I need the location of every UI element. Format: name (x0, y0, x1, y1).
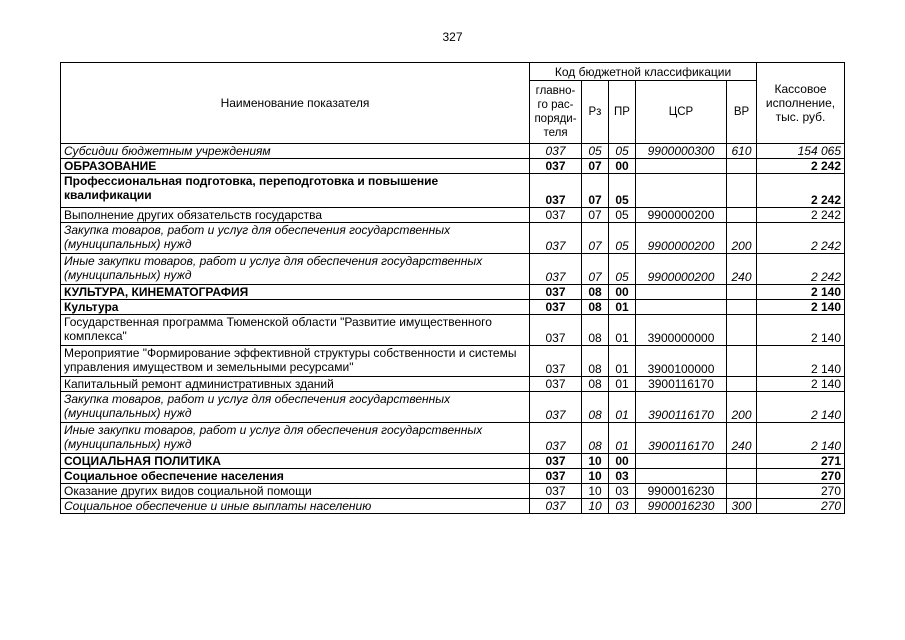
row-amount: 2 140 (757, 377, 845, 392)
row-name: Социальное обеспечение населения (61, 469, 530, 484)
row-csr: 9900000200 (636, 223, 727, 254)
row-name: СОЦИАЛЬНАЯ ПОЛИТИКА (61, 454, 530, 469)
row-pr: 01 (609, 423, 636, 454)
row-vr (727, 484, 757, 499)
row-admin: 037 (530, 392, 582, 423)
table-row (61, 315, 845, 346)
table-row (61, 285, 845, 300)
row-csr (636, 300, 727, 315)
row-vr: 610 (727, 144, 757, 159)
row-rz: 08 (582, 377, 609, 392)
table-row (61, 174, 845, 208)
table-row (61, 208, 845, 223)
row-name: Профессиональная подготовка, переподготовка и повышение квалификации (61, 174, 530, 208)
row-admin: 037 (530, 208, 582, 223)
row-csr (636, 174, 727, 208)
table-row (61, 223, 845, 254)
row-pr: 05 (609, 223, 636, 254)
table-row (61, 300, 845, 315)
row-rz: 08 (582, 392, 609, 423)
row-amount: 154 065 (757, 144, 845, 159)
row-rz: 08 (582, 346, 609, 377)
table-row (61, 254, 845, 285)
row-rz: 10 (582, 469, 609, 484)
budget-table (60, 62, 845, 514)
row-rz: 10 (582, 454, 609, 469)
table-row (61, 469, 845, 484)
row-csr (636, 454, 727, 469)
row-csr: 9900000300 (636, 144, 727, 159)
row-csr: 3900116170 (636, 423, 727, 454)
row-vr: 240 (727, 423, 757, 454)
table-row (61, 346, 845, 377)
row-csr: 3900100000 (636, 346, 727, 377)
table-row (61, 499, 845, 514)
row-name: Капитальный ремонт административных зданий (61, 377, 530, 392)
row-name: Субсидии бюджетным учреждениям (61, 144, 530, 159)
row-admin: 037 (530, 223, 582, 254)
row-csr: 3900000000 (636, 315, 727, 346)
row-amount: 270 (757, 469, 845, 484)
row-amount: 270 (757, 499, 845, 514)
table-row (61, 377, 845, 392)
page-number: 327 (442, 30, 463, 44)
row-amount: 2 242 (757, 254, 845, 285)
row-amount: 2 242 (757, 208, 845, 223)
row-csr: 3900116170 (636, 392, 727, 423)
row-amount: 2 140 (757, 346, 845, 377)
row-pr: 01 (609, 315, 636, 346)
row-name: Социальное обеспечение и иные выплаты населению (61, 499, 530, 514)
row-pr: 05 (609, 174, 636, 208)
row-vr: 240 (727, 254, 757, 285)
row-pr: 03 (609, 484, 636, 499)
row-admin: 037 (530, 174, 582, 208)
row-vr (727, 377, 757, 392)
row-rz: 07 (582, 174, 609, 208)
row-admin: 037 (530, 499, 582, 514)
header-rz: Рз (582, 81, 609, 144)
table-row (61, 423, 845, 454)
row-name: Закупка товаров, работ и услуг для обеспечения государственных (муниципальных) нужд (61, 392, 530, 423)
row-pr: 00 (609, 159, 636, 174)
row-pr: 05 (609, 208, 636, 223)
header-name: Наименование показателя (61, 63, 530, 144)
table-row (61, 484, 845, 499)
row-pr: 01 (609, 377, 636, 392)
row-csr: 9900016230 (636, 484, 727, 499)
header-admin: главно- го рас- поряди- теля (530, 81, 582, 144)
row-name: Закупка товаров, работ и услуг для обеспечения государственных (муниципальных) нужд (61, 223, 530, 254)
row-pr: 03 (609, 469, 636, 484)
row-admin: 037 (530, 423, 582, 454)
row-vr (727, 469, 757, 484)
row-amount: 2 242 (757, 159, 845, 174)
table-row (61, 144, 845, 159)
row-rz: 07 (582, 223, 609, 254)
row-vr (727, 285, 757, 300)
row-pr: 01 (609, 392, 636, 423)
row-admin: 037 (530, 254, 582, 285)
row-admin: 037 (530, 300, 582, 315)
header-amount: Кассовое исполнение, тыс. руб. (757, 63, 845, 144)
row-csr (636, 469, 727, 484)
row-rz: 07 (582, 159, 609, 174)
row-name: ОБРАЗОВАНИЕ (61, 159, 530, 174)
header-code-group: Код бюджетной классификации (530, 63, 757, 81)
row-amount: 2 140 (757, 423, 845, 454)
row-name: Выполнение других обязательств государства (61, 208, 530, 223)
row-name: Оказание других видов социальной помощи (61, 484, 530, 499)
row-name: Иные закупки товаров, работ и услуг для обеспечения государственных (муниципальных) нужд (61, 423, 530, 454)
row-rz: 10 (582, 484, 609, 499)
row-csr (636, 159, 727, 174)
row-rz: 05 (582, 144, 609, 159)
row-admin: 037 (530, 469, 582, 484)
row-vr: 200 (727, 392, 757, 423)
row-csr: 9900000200 (636, 254, 727, 285)
row-admin: 037 (530, 144, 582, 159)
row-amount: 2 140 (757, 300, 845, 315)
row-pr: 05 (609, 254, 636, 285)
row-csr: 3900116170 (636, 377, 727, 392)
row-vr (727, 174, 757, 208)
row-rz: 08 (582, 285, 609, 300)
row-admin: 037 (530, 484, 582, 499)
row-pr: 01 (609, 300, 636, 315)
row-csr: 9900016230 (636, 499, 727, 514)
row-amount: 270 (757, 484, 845, 499)
row-pr: 01 (609, 346, 636, 377)
row-vr (727, 300, 757, 315)
row-vr (727, 208, 757, 223)
table-row (61, 159, 845, 174)
row-name: Мероприятие "Формирование эффективной структуры собственности и системы управления имуществом и земельными ресурсами" (61, 346, 530, 377)
row-rz: 08 (582, 300, 609, 315)
row-vr (727, 346, 757, 377)
table-body (61, 144, 845, 514)
table-row (61, 392, 845, 423)
row-csr (636, 285, 727, 300)
row-rz: 08 (582, 423, 609, 454)
row-rz: 10 (582, 499, 609, 514)
row-admin: 037 (530, 315, 582, 346)
row-vr (727, 454, 757, 469)
row-name: Культура (61, 300, 530, 315)
row-name: Иные закупки товаров, работ и услуг для обеспечения государственных (муниципальных) нужд (61, 254, 530, 285)
row-rz: 08 (582, 315, 609, 346)
row-pr: 00 (609, 454, 636, 469)
row-vr (727, 315, 757, 346)
row-admin: 037 (530, 454, 582, 469)
row-pr: 05 (609, 144, 636, 159)
row-name: Государственная программа Тюменской области "Развитие имущественного комплекса" (61, 315, 530, 346)
row-pr: 00 (609, 285, 636, 300)
row-vr: 300 (727, 499, 757, 514)
row-pr: 03 (609, 499, 636, 514)
header-csr: ЦСР (636, 81, 727, 144)
row-name: КУЛЬТУРА, КИНЕМАТОГРАФИЯ (61, 285, 530, 300)
row-amount: 2 140 (757, 392, 845, 423)
row-admin: 037 (530, 159, 582, 174)
row-vr: 200 (727, 223, 757, 254)
table-row (61, 454, 845, 469)
header-vr: ВР (727, 81, 757, 144)
row-amount: 2 242 (757, 223, 845, 254)
row-rz: 07 (582, 254, 609, 285)
row-amount: 271 (757, 454, 845, 469)
row-amount: 2 242 (757, 174, 845, 208)
row-rz: 07 (582, 208, 609, 223)
row-vr (727, 159, 757, 174)
row-admin: 037 (530, 285, 582, 300)
row-csr: 9900000200 (636, 208, 727, 223)
row-admin: 037 (530, 377, 582, 392)
row-admin: 037 (530, 346, 582, 377)
row-amount: 2 140 (757, 285, 845, 300)
header-pr: ПР (609, 81, 636, 144)
row-amount: 2 140 (757, 315, 845, 346)
